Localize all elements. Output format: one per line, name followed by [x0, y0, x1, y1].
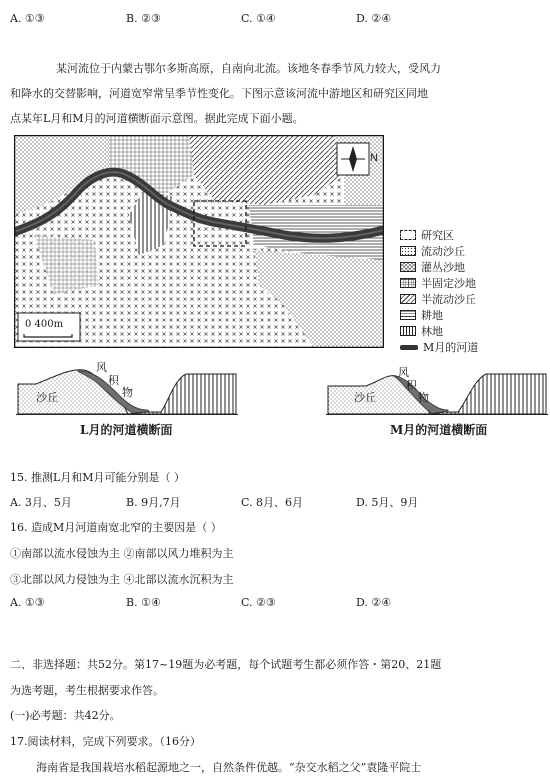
q16-option-c: C. ②③	[241, 596, 276, 609]
legend-farmland	[400, 308, 443, 322]
option-c: C. ①④	[241, 12, 276, 25]
q15-option-b: B. 9月,7月	[126, 496, 181, 509]
q17-material-line-1: 海南省是我国栽培水稻起源地之一，自然条件优越。“杂交水稻之父”袁隆平院士	[36, 761, 422, 774]
north-label: N	[370, 152, 378, 164]
intro-line-2: 和降水的交替影响，河道宽窄常呈季节性变化。下图示意该河流中游地区和研究区同地	[10, 87, 428, 100]
q15-option-a: A. 3月、5月	[10, 496, 72, 509]
legend-swatch-farm	[400, 310, 416, 320]
part2-line-2: 为选考题，考生根据要求作答。	[10, 684, 164, 697]
intro-line-3: 点某年L月和M月的河道横断面示意图。据此完成下面小题。	[10, 112, 304, 125]
option-a: A. ①③	[10, 12, 45, 25]
legend-forest	[400, 324, 443, 338]
legend-label: 半固定沙地	[421, 277, 476, 290]
q16-stem: 16. 造成M月河道南宽北窄的主要因是（ ）	[10, 521, 222, 534]
legend-shrub	[400, 260, 465, 274]
scale-label: 0 400m	[25, 319, 64, 330]
legend-swatch-study	[400, 230, 416, 240]
section-m-caption: M月的河道横断面	[390, 423, 488, 437]
legend-swatch-semifixed	[400, 278, 416, 288]
section-l-ji-label: 积	[108, 374, 119, 387]
legend-swatch-shrub	[400, 262, 416, 272]
q15-option-c: C. 8月、6月	[241, 496, 304, 509]
legend-label: 灌丛沙地	[421, 261, 465, 274]
section-m-figure	[326, 362, 548, 417]
legend-semifixed	[400, 276, 476, 290]
option-b: B. ②③	[126, 12, 161, 25]
legend-study-area	[400, 228, 454, 242]
section-m-wu-label: 物	[418, 391, 429, 404]
section-l-figure	[16, 362, 238, 417]
legend-mobile-dune	[400, 244, 465, 258]
q16-statements-2: ③北部以风力侵蚀为主 ④北部以流水沉积为主	[10, 573, 234, 586]
section-l-caption: L月的河道横断面	[80, 423, 173, 437]
q16-option-b: B. ①④	[126, 596, 161, 609]
legend-river	[400, 340, 478, 354]
q16-option-d: D. ②④	[356, 596, 392, 609]
part2-line-1: 二、非选择题：共52分。第17~19题为必考题，每个试题考生都必须作答・第20、21题	[10, 658, 442, 671]
legend-label: 耕地	[421, 309, 443, 322]
section-l-wind-label: 风	[96, 361, 107, 374]
legend-swatch-forest	[400, 326, 416, 336]
legend-label: M月的河道	[423, 341, 479, 354]
river-map	[14, 135, 384, 348]
legend-label: 流动沙丘	[421, 245, 465, 258]
section-m-dune-label: 沙丘	[354, 391, 376, 404]
legend-label: 研究区	[421, 229, 454, 242]
q15-option-d: D. 5月、9月	[356, 496, 419, 509]
q17-stem: 17.阅读材料，完成下列要求。（16分）	[10, 735, 201, 748]
legend-semimobile	[400, 292, 476, 306]
legend-label: 林地	[421, 325, 443, 338]
legend-swatch-semimobile	[400, 294, 416, 304]
legend-swatch-river	[400, 345, 418, 350]
intro-line-1: 某河流位于内蒙古鄂尔多斯高原，自南向北流。该地冬春季节风力较大，受风力	[56, 62, 441, 75]
q16-statements-1: ①南部以流水侵蚀为主 ②南部以风力堆积为主	[10, 547, 234, 560]
section-m-ji-label: 积	[406, 379, 417, 392]
option-d: D. ②④	[356, 12, 392, 25]
q16-option-a: A. ①③	[10, 596, 45, 609]
section-m-wind-label: 风	[398, 366, 409, 379]
legend-label: 半流动沙丘	[421, 293, 476, 306]
section-l-dune-label: 沙丘	[36, 391, 58, 404]
north-arrow-icon	[337, 143, 369, 175]
q15-stem: 15. 推测L月和M月可能分别是（ ）	[10, 471, 186, 484]
map-figure	[14, 135, 384, 348]
legend-swatch-mobile	[400, 246, 416, 256]
part2-line-3: (一)必考题：共42分。	[10, 709, 121, 722]
section-l-wu-label: 物	[122, 386, 133, 399]
